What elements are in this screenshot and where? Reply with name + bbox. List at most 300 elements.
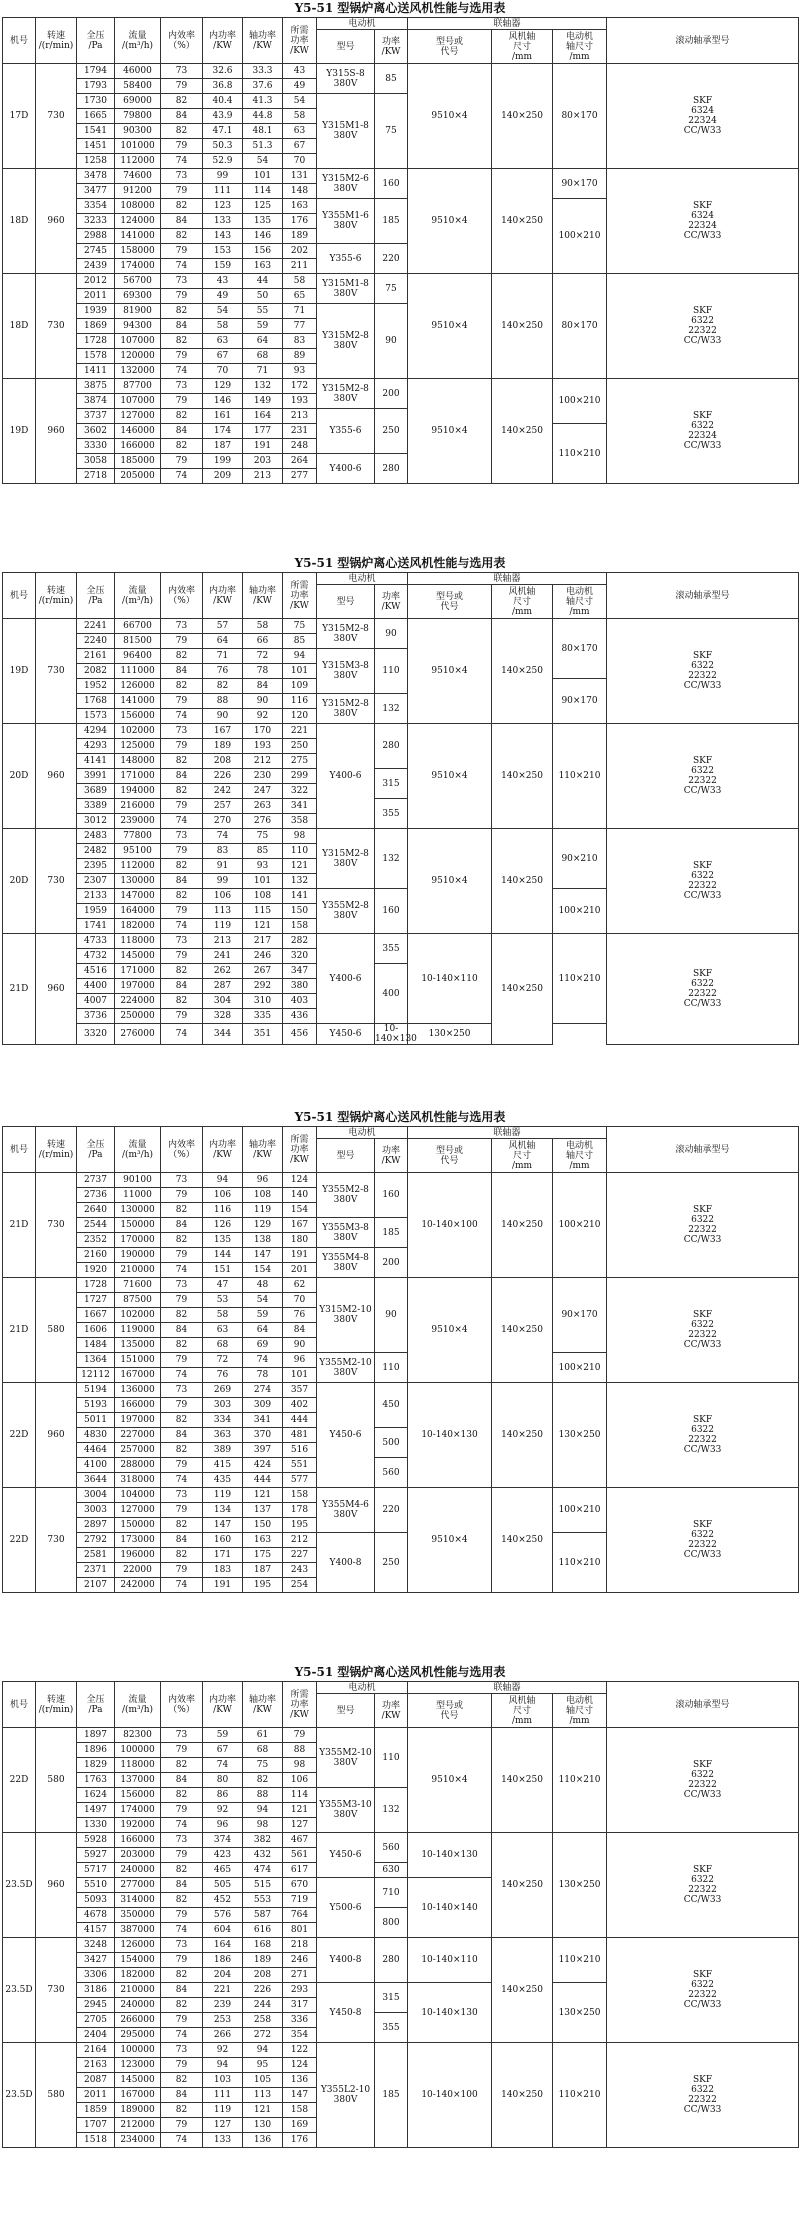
- data-cell: 2544: [77, 1218, 115, 1233]
- section-title: Y5-51 型锅炉离心送风机性能与选用表: [294, 1665, 506, 1679]
- motor-shaft-size: 80×170: [553, 64, 607, 169]
- motor-power: 355: [375, 799, 408, 829]
- data-cell: 59: [203, 1728, 243, 1743]
- data-cell: 141000: [115, 229, 161, 244]
- data-cell: 67: [203, 349, 243, 364]
- machine-number: 23.5D: [3, 1938, 36, 2043]
- speed-cell: 730: [36, 1173, 77, 1278]
- data-cell: 1763: [77, 1773, 115, 1788]
- motor-power: 500: [375, 1428, 408, 1458]
- data-cell: 63: [203, 1323, 243, 1338]
- column-header: 内功率 /KW: [203, 1682, 243, 1728]
- column-header: 滚动轴承型号: [607, 1127, 799, 1173]
- machine-number: 23.5D: [3, 1833, 36, 1938]
- column-header: 机号: [3, 573, 36, 619]
- bearing-model: SKF 6324 22324 CC/W33: [607, 64, 799, 169]
- data-cell: 84: [161, 1983, 203, 1998]
- data-cell: 314000: [115, 1893, 161, 1908]
- data-cell: 82: [161, 1548, 203, 1563]
- data-cell: 70: [283, 1293, 317, 1308]
- table-section: [2, 1664, 798, 2221]
- data-cell: 389: [203, 1443, 243, 1458]
- motor-model: Y355M3-8 380V: [317, 1218, 375, 1248]
- data-cell: 2082: [77, 664, 115, 679]
- column-header: 流量 /(m³/h): [115, 18, 161, 64]
- data-cell: 83: [203, 844, 243, 859]
- table-row: [3, 274, 799, 289]
- table-row: [3, 934, 799, 949]
- data-cell: 48.1: [243, 124, 283, 139]
- data-cell: 50.3: [203, 139, 243, 154]
- data-cell: 74: [161, 709, 203, 724]
- data-cell: 58400: [115, 79, 161, 94]
- data-cell: 246: [243, 949, 283, 964]
- data-cell: 84: [161, 1218, 203, 1233]
- data-cell: 212: [283, 1533, 317, 1548]
- data-cell: 32.6: [203, 64, 243, 79]
- data-cell: 129: [203, 379, 243, 394]
- data-cell: 147: [243, 1248, 283, 1263]
- data-cell: 183: [203, 1563, 243, 1578]
- data-cell: 84: [243, 679, 283, 694]
- data-cell: 84: [283, 1323, 317, 1338]
- data-cell: 217: [243, 934, 283, 949]
- column-header: 电动机 轴尺寸 /mm: [553, 1694, 607, 1728]
- fan-shaft-size: 140×250: [492, 829, 553, 934]
- data-cell: 1541: [77, 124, 115, 139]
- data-cell: 358: [283, 814, 317, 829]
- data-cell: 133: [203, 214, 243, 229]
- data-cell: 2160: [77, 1248, 115, 1263]
- data-cell: 172: [283, 379, 317, 394]
- data-cell: 83: [283, 334, 317, 349]
- fan-shaft-size: 140×250: [492, 1938, 553, 2043]
- data-cell: 3248: [77, 1938, 115, 1953]
- coupling-code: 9510×4: [408, 1728, 492, 1833]
- data-cell: 167: [203, 724, 243, 739]
- motor-shaft-size: 110×210: [553, 2043, 607, 2148]
- data-cell: 587: [243, 1908, 283, 1923]
- data-cell: 58: [203, 1308, 243, 1323]
- data-cell: 124: [283, 1173, 317, 1188]
- coupling-code: 10-140×100: [408, 2043, 492, 2148]
- column-header: 流量 /(m³/h): [115, 1127, 161, 1173]
- data-cell: 210000: [115, 1983, 161, 1998]
- data-cell: 163: [283, 199, 317, 214]
- coupling-code: 10-140×130: [408, 1983, 492, 2043]
- data-cell: 79: [161, 1458, 203, 1473]
- data-cell: 3320: [77, 1024, 115, 1045]
- column-header: 风机轴 尺寸 /mm: [492, 585, 553, 619]
- data-cell: 141000: [115, 694, 161, 709]
- motor-shaft-size: 110×210: [553, 1533, 607, 1593]
- data-cell: 90300: [115, 124, 161, 139]
- coupling-code: 9510×4: [408, 829, 492, 934]
- data-cell: 108: [243, 1188, 283, 1203]
- data-cell: 282: [283, 934, 317, 949]
- data-cell: 227000: [115, 1428, 161, 1443]
- motor-power: 220: [375, 244, 408, 274]
- data-cell: 3354: [77, 199, 115, 214]
- data-cell: 100000: [115, 1743, 161, 1758]
- data-cell: 432: [243, 1848, 283, 1863]
- data-cell: 1920: [77, 1263, 115, 1278]
- data-cell: 154: [283, 1203, 317, 1218]
- data-cell: 5011: [77, 1413, 115, 1428]
- data-cell: 576: [203, 1908, 243, 1923]
- column-header: 型号或 代号: [408, 30, 492, 64]
- data-cell: 341: [243, 1413, 283, 1428]
- data-cell: 247: [243, 784, 283, 799]
- bearing-model: SKF 6322 22322 CC/W33: [607, 1383, 799, 1488]
- data-cell: 82: [161, 1413, 203, 1428]
- data-cell: 131: [283, 169, 317, 184]
- data-cell: 73: [161, 829, 203, 844]
- data-cell: 87500: [115, 1293, 161, 1308]
- data-cell: 74: [243, 1353, 283, 1368]
- coupling-code: 9510×4: [408, 1278, 492, 1383]
- motor-power: 280: [375, 1938, 408, 1983]
- fan-shaft-size: 140×250: [492, 1728, 553, 1833]
- data-cell: 258: [243, 2013, 283, 2028]
- data-cell: 344: [203, 1024, 243, 1045]
- motor-model: Y400-8: [317, 1533, 375, 1593]
- data-cell: 382: [243, 1833, 283, 1848]
- data-cell: 304: [203, 994, 243, 1009]
- motor-power: 450: [375, 1383, 408, 1428]
- motor-shaft-size: 90×210: [553, 829, 607, 889]
- data-cell: 150: [243, 1518, 283, 1533]
- data-cell: 84: [161, 1533, 203, 1548]
- data-cell: 168: [243, 1938, 283, 1953]
- data-cell: 62: [283, 1278, 317, 1293]
- data-cell: 79: [161, 1293, 203, 1308]
- data-cell: 197000: [115, 1413, 161, 1428]
- motor-model: Y400-6: [317, 454, 375, 484]
- data-cell: 4157: [77, 1923, 115, 1938]
- column-header: 流量 /(m³/h): [115, 1682, 161, 1728]
- motor-power: 710: [375, 1878, 408, 1908]
- column-header: 机号: [3, 18, 36, 64]
- data-cell: 137000: [115, 1773, 161, 1788]
- data-cell: 1939: [77, 304, 115, 319]
- data-cell: 1741: [77, 919, 115, 934]
- coupling-code: 9510×4: [408, 724, 492, 829]
- data-cell: 121: [283, 859, 317, 874]
- motor-model: Y400-6: [317, 934, 375, 1024]
- data-cell: 87700: [115, 379, 161, 394]
- data-cell: 82: [161, 679, 203, 694]
- data-cell: 101: [243, 169, 283, 184]
- data-cell: 617: [283, 1863, 317, 1878]
- data-cell: 73: [161, 2043, 203, 2058]
- data-cell: 127: [203, 2118, 243, 2133]
- bearing-model: SKF 6322 22322 CC/W33: [607, 1833, 799, 1938]
- machine-number: 20D: [3, 724, 36, 829]
- motor-shaft-size: 80×170: [553, 619, 607, 679]
- table-row: [3, 1383, 799, 1398]
- data-cell: 99: [203, 874, 243, 889]
- data-cell: 84: [161, 979, 203, 994]
- data-cell: 79: [161, 739, 203, 754]
- data-cell: 71: [283, 304, 317, 319]
- data-cell: 185000: [115, 454, 161, 469]
- data-cell: 218: [283, 1938, 317, 1953]
- data-cell: 84: [161, 424, 203, 439]
- data-cell: 47: [203, 1278, 243, 1293]
- column-header: 型号: [317, 1139, 375, 1173]
- data-cell: 67: [203, 1743, 243, 1758]
- header-row: [3, 18, 799, 30]
- data-cell: 190000: [115, 1248, 161, 1263]
- data-cell: 146000: [115, 424, 161, 439]
- data-cell: 3875: [77, 379, 115, 394]
- data-cell: 213: [243, 469, 283, 484]
- motor-power: 400: [375, 964, 408, 1024]
- data-cell: 2371: [77, 1563, 115, 1578]
- motor-shaft-size: 110×210: [553, 724, 607, 829]
- data-cell: 1606: [77, 1323, 115, 1338]
- data-cell: 211: [283, 259, 317, 274]
- column-header: 内功率 /KW: [203, 18, 243, 64]
- data-cell: 90: [283, 1338, 317, 1353]
- performance-table: [2, 572, 799, 1045]
- data-cell: 154000: [115, 1953, 161, 1968]
- data-cell: 170000: [115, 1233, 161, 1248]
- data-cell: 74: [161, 1263, 203, 1278]
- data-cell: 2307: [77, 874, 115, 889]
- column-header: 全压 /Pa: [77, 1682, 115, 1728]
- data-cell: 171000: [115, 964, 161, 979]
- data-cell: 3991: [77, 769, 115, 784]
- speed-cell: 730: [36, 619, 77, 724]
- data-cell: 107000: [115, 334, 161, 349]
- data-cell: 254: [283, 1578, 317, 1593]
- bearing-model: SKF 6322 22322 CC/W33: [607, 2043, 799, 2148]
- data-cell: 82: [161, 2103, 203, 2118]
- data-cell: 213: [283, 409, 317, 424]
- data-cell: 82: [161, 784, 203, 799]
- motor-power: 560: [375, 1833, 408, 1863]
- speed-cell: 960: [36, 724, 77, 829]
- data-cell: 158: [283, 2103, 317, 2118]
- data-cell: 69300: [115, 289, 161, 304]
- data-cell: 121: [243, 919, 283, 934]
- data-cell: 148: [283, 184, 317, 199]
- data-cell: 82: [161, 1203, 203, 1218]
- data-cell: 201: [283, 1263, 317, 1278]
- coupling-code: 10-140×110: [408, 934, 492, 1024]
- data-cell: 100000: [115, 2043, 161, 2058]
- data-cell: 244: [243, 1998, 283, 2013]
- data-cell: 101: [243, 874, 283, 889]
- data-cell: 84: [161, 1323, 203, 1338]
- group-header-motor: 电动机: [317, 18, 408, 30]
- data-cell: 96: [243, 1173, 283, 1188]
- table-row: [3, 619, 799, 634]
- coupling-code: 10-140×130: [408, 1383, 492, 1488]
- data-cell: 216000: [115, 799, 161, 814]
- data-cell: 1768: [77, 694, 115, 709]
- data-cell: 78: [243, 1368, 283, 1383]
- section-title: Y5-51 型锅炉离心送风机性能与选用表: [294, 1110, 506, 1124]
- motor-model: Y315M1-8 380V: [317, 274, 375, 304]
- data-cell: 82: [161, 1338, 203, 1353]
- coupling-code: 10-140×100: [408, 1173, 492, 1278]
- motor-model: Y355M2-8 380V: [317, 889, 375, 934]
- column-header: 型号: [317, 30, 375, 64]
- fan-shaft-size: 140×250: [492, 2043, 553, 2148]
- data-cell: 403: [283, 994, 317, 1009]
- machine-number: 21D: [3, 1173, 36, 1278]
- data-cell: 73: [161, 724, 203, 739]
- fan-shaft-size: 140×250: [492, 1833, 553, 1938]
- data-cell: 257: [203, 799, 243, 814]
- data-cell: 2012: [77, 274, 115, 289]
- data-cell: 177: [243, 424, 283, 439]
- column-header: 全压 /Pa: [77, 1127, 115, 1173]
- data-cell: 81500: [115, 634, 161, 649]
- data-cell: 3478: [77, 169, 115, 184]
- table-row: [3, 724, 799, 739]
- data-cell: 239000: [115, 814, 161, 829]
- data-cell: 82: [161, 1893, 203, 1908]
- data-cell: 74: [161, 2133, 203, 2148]
- data-cell: 4294: [77, 724, 115, 739]
- fan-shaft-size: 140×250: [492, 1488, 553, 1593]
- data-cell: 63: [203, 334, 243, 349]
- coupling-code: 10-140×130: [375, 1024, 417, 1044]
- data-cell: 3004: [77, 1488, 115, 1503]
- machine-number: 19D: [3, 619, 36, 724]
- data-cell: 134: [203, 1503, 243, 1518]
- fan-shaft-size: 140×250: [492, 169, 553, 274]
- data-cell: 94: [203, 1173, 243, 1188]
- data-cell: 2483: [77, 829, 115, 844]
- data-cell: 242: [203, 784, 243, 799]
- data-cell: 149: [243, 394, 283, 409]
- data-cell: 380: [283, 979, 317, 994]
- data-cell: 270: [203, 814, 243, 829]
- data-cell: 293: [283, 1983, 317, 1998]
- data-cell: 309: [243, 1398, 283, 1413]
- column-header: 电动机 轴尺寸 /mm: [553, 585, 607, 619]
- data-cell: 93: [283, 364, 317, 379]
- data-cell: 415: [203, 1458, 243, 1473]
- data-cell: 47.1: [203, 124, 243, 139]
- data-cell: 1869: [77, 319, 115, 334]
- machine-number: 23.5D: [3, 2043, 36, 2148]
- data-cell: 553: [243, 1893, 283, 1908]
- data-cell: 73: [161, 619, 203, 634]
- data-cell: 226: [203, 769, 243, 784]
- data-cell: 126000: [115, 679, 161, 694]
- column-header: 轴功率 /KW: [243, 1127, 283, 1173]
- motor-model: Y315M2-8 380V: [317, 829, 375, 889]
- data-cell: 71: [203, 649, 243, 664]
- data-cell: 1497: [77, 1803, 115, 1818]
- data-cell: 276000: [115, 1024, 161, 1045]
- data-cell: 2718: [77, 469, 115, 484]
- data-cell: 182000: [115, 919, 161, 934]
- data-cell: 1578: [77, 349, 115, 364]
- column-header: 内效率 （%）: [161, 18, 203, 64]
- data-cell: 54: [243, 1293, 283, 1308]
- data-cell: 79: [161, 844, 203, 859]
- data-cell: 55: [243, 304, 283, 319]
- data-cell: 76: [203, 1368, 243, 1383]
- data-cell: 2011: [77, 289, 115, 304]
- data-cell: 119: [203, 1488, 243, 1503]
- group-header-coupling: 联轴器: [408, 1682, 607, 1694]
- data-cell: 58: [203, 319, 243, 334]
- data-cell: 182000: [115, 1968, 161, 1983]
- data-cell: 79: [161, 1953, 203, 1968]
- data-cell: 124: [283, 2058, 317, 2073]
- data-cell: 4830: [77, 1428, 115, 1443]
- data-cell: 84: [161, 2088, 203, 2103]
- data-cell: 1896: [77, 1743, 115, 1758]
- column-header: 机号: [3, 1127, 36, 1173]
- column-header: 所需 功率 /KW: [283, 573, 317, 619]
- motor-power: 132: [375, 1788, 408, 1833]
- data-cell: 3602: [77, 424, 115, 439]
- data-cell: 203000: [115, 1848, 161, 1863]
- motor-model: Y450-6: [317, 1833, 375, 1878]
- speed-cell: 960: [36, 169, 77, 274]
- data-cell: 1667: [77, 1308, 115, 1323]
- data-cell: 148000: [115, 754, 161, 769]
- data-cell: 158000: [115, 244, 161, 259]
- data-cell: 74: [161, 259, 203, 274]
- motor-model: Y315M2-8 380V: [317, 304, 375, 379]
- data-cell: 125000: [115, 739, 161, 754]
- machine-number: 21D: [3, 1278, 36, 1383]
- data-cell: 3644: [77, 1473, 115, 1488]
- data-cell: 136: [243, 2133, 283, 2148]
- motor-power: 280: [375, 454, 408, 484]
- motor-power: 250: [375, 409, 408, 454]
- header-row: [3, 573, 799, 585]
- data-cell: 227: [283, 1548, 317, 1563]
- motor-model: Y355-6: [317, 244, 375, 274]
- data-cell: 94: [203, 2058, 243, 2073]
- data-cell: 50: [243, 289, 283, 304]
- data-cell: 126: [203, 1218, 243, 1233]
- motor-model: Y355M2-10 380V: [317, 1728, 375, 1788]
- data-cell: 77: [283, 319, 317, 334]
- data-cell: 176: [283, 2133, 317, 2148]
- data-cell: 2439: [77, 259, 115, 274]
- data-cell: 191: [203, 1578, 243, 1593]
- bearing-model: SKF 6322 22322 CC/W33: [607, 1278, 799, 1383]
- data-cell: 347: [283, 964, 317, 979]
- data-cell: 82: [161, 649, 203, 664]
- column-header: 型号或 代号: [408, 1694, 492, 1728]
- data-cell: 57: [203, 619, 243, 634]
- motor-shaft-size: 130×250: [553, 1383, 607, 1488]
- data-cell: 40.4: [203, 94, 243, 109]
- motor-model: Y315M2-6 380V: [317, 169, 375, 199]
- data-cell: 79: [161, 799, 203, 814]
- data-cell: 551: [283, 1458, 317, 1473]
- data-cell: 82: [161, 1998, 203, 2013]
- group-header-coupling: 联轴器: [408, 18, 607, 30]
- table-row: [3, 2043, 799, 2058]
- data-cell: 269: [203, 1383, 243, 1398]
- data-cell: 3427: [77, 1953, 115, 1968]
- data-cell: 2792: [77, 1533, 115, 1548]
